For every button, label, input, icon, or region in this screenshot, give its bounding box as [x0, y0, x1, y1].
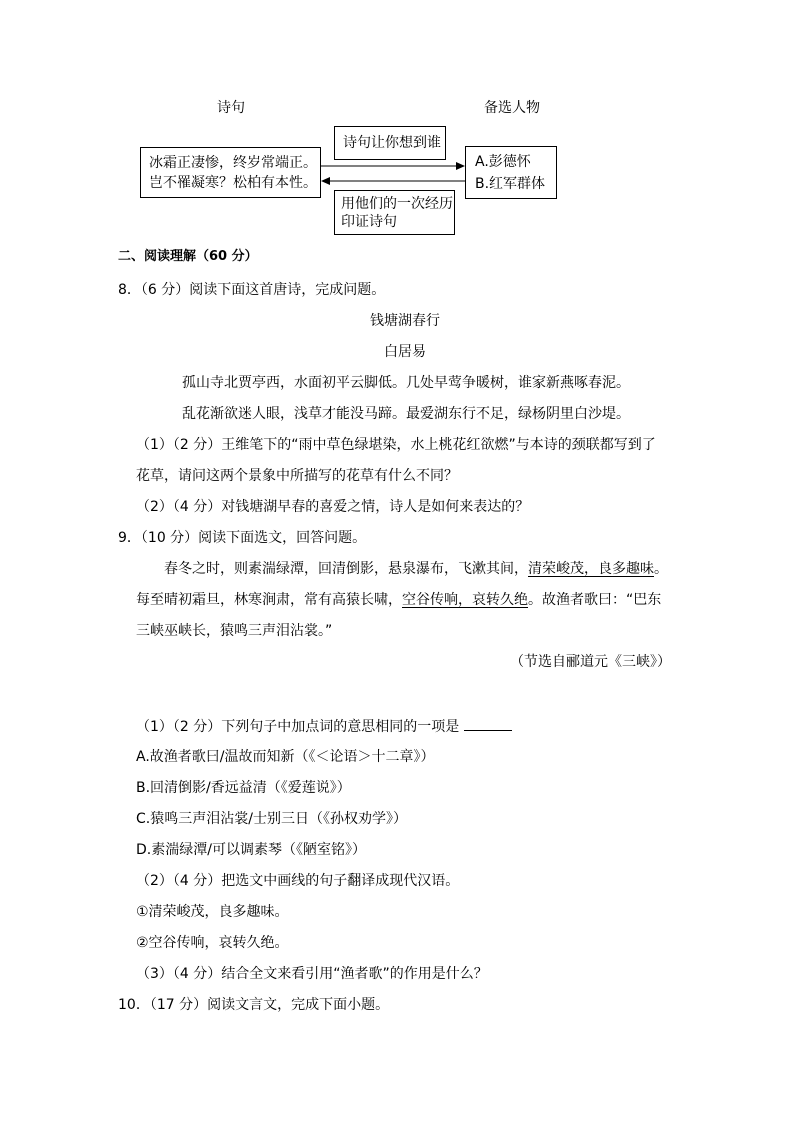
- diagram-arrows: [0, 0, 794, 260]
- q9-option-d: D.素湍绿潭/可以调素琴（《陋室铭》）: [136, 842, 366, 858]
- q9-sub1: [136, 716, 512, 737]
- q9-sub2: （2）（4 分）把选文中画线的句子翻译成现代汉语。: [136, 873, 460, 889]
- q9-para3: 三峡巫峡长，猿鸣三声泪沾裳。”: [136, 623, 333, 639]
- q8-poem-line1: 孤山寺北贾亭西，水面初平云脚低。几处早莺争暖树，谁家新燕啄春泥。: [182, 375, 630, 391]
- option-a: A.彭德怀: [475, 154, 531, 170]
- q10-stem: 10．（17 分）阅读文言文，完成下面小题。: [118, 997, 390, 1013]
- q9-sub3: （3）（4 分）结合全文来看引用“渔者歌”的作用是什么？: [136, 966, 488, 982]
- section-title: 二、阅读理解（60 分）: [118, 249, 258, 264]
- diagram-right-heading: 备选人物: [484, 100, 540, 116]
- q9-option-b: B.回清倒影/香远益清（《爱莲说》）: [136, 780, 351, 796]
- top-prompt-text: 诗句让你想到谁: [343, 135, 441, 151]
- q8-sub1-line2: 花草，请问这两个景象中所描写的花草有什么不同？: [136, 468, 458, 484]
- q8-stem: 8．（6 分）阅读下面这首唐诗，完成问题。: [118, 282, 386, 298]
- q8-poem-title: 钱塘湖春行: [370, 313, 440, 329]
- q8-poem-line2: 乱花渐欲迷人眼，浅草才能没马蹄。最爱湖东行不足，绿杨阴里白沙堤。: [182, 406, 630, 422]
- q9-option-c: C.猿鸣三声泪沾裳/士别三日（《孙权劝学》）: [136, 811, 407, 827]
- bottom-prompt-line1: 用他们的一次经历: [341, 196, 453, 212]
- q9-para2-end: 。故渔者歌曰：“巴东: [528, 592, 662, 608]
- q8-sub1-line1: （1）（2 分）王维笔下的“雨中草色绿堪染，水上桃花红欲燃”与本诗的颈联都写到了: [136, 437, 656, 453]
- q9-stem: 9．（10 分）阅读下面选文，回答问题。: [118, 530, 367, 546]
- q9-para1-text: 春冬之时，则素湍绿潭，回清倒影，悬泉瀑布，飞漱其间，: [164, 561, 528, 577]
- q9-para2-text: 每至晴初霜旦，林寒涧肃，常有高猿长啸，: [136, 592, 402, 608]
- q9-underlined-2: 空谷传响，哀转久绝: [402, 592, 528, 608]
- arrow-right-head: [456, 162, 465, 170]
- poem-box-line1: 冰霜正凄惨，终岁常端正。: [149, 155, 317, 171]
- answer-blank[interactable]: [464, 716, 512, 731]
- q9-para1-end: 。: [654, 561, 668, 577]
- q9-sub1-text: （1）（2 分）下列句子中加点词的意思相同的一项是: [136, 719, 460, 735]
- poem-box-line2: 岂不罹凝寒？松柏有本性。: [149, 175, 317, 191]
- q9-item1: ①清荣峻茂，良多趣味。: [136, 904, 289, 920]
- q9-item2: ②空谷传响，哀转久绝。: [136, 935, 289, 951]
- q9-source: （节选自郦道元《三峡》）: [510, 654, 671, 670]
- q9-option-a: A.故渔者歌曰/温故而知新（《＜论语＞十二章》）: [136, 749, 435, 765]
- arrow-left-head: [321, 177, 330, 185]
- diagram-left-heading: 诗句: [217, 100, 245, 116]
- q8-poem-author: 白居易: [384, 344, 426, 360]
- option-b: B.红军群体: [475, 176, 546, 192]
- q9-para2: [136, 590, 661, 610]
- q9-para1: [164, 559, 668, 579]
- q8-sub2: （2）（4 分）对钱塘湖早春的喜爱之情，诗人是如何来表达的？: [136, 499, 530, 515]
- bottom-prompt-line2: 印证诗句: [341, 214, 397, 230]
- q9-underlined-1: 清荣峻茂，良多趣味: [528, 561, 654, 577]
